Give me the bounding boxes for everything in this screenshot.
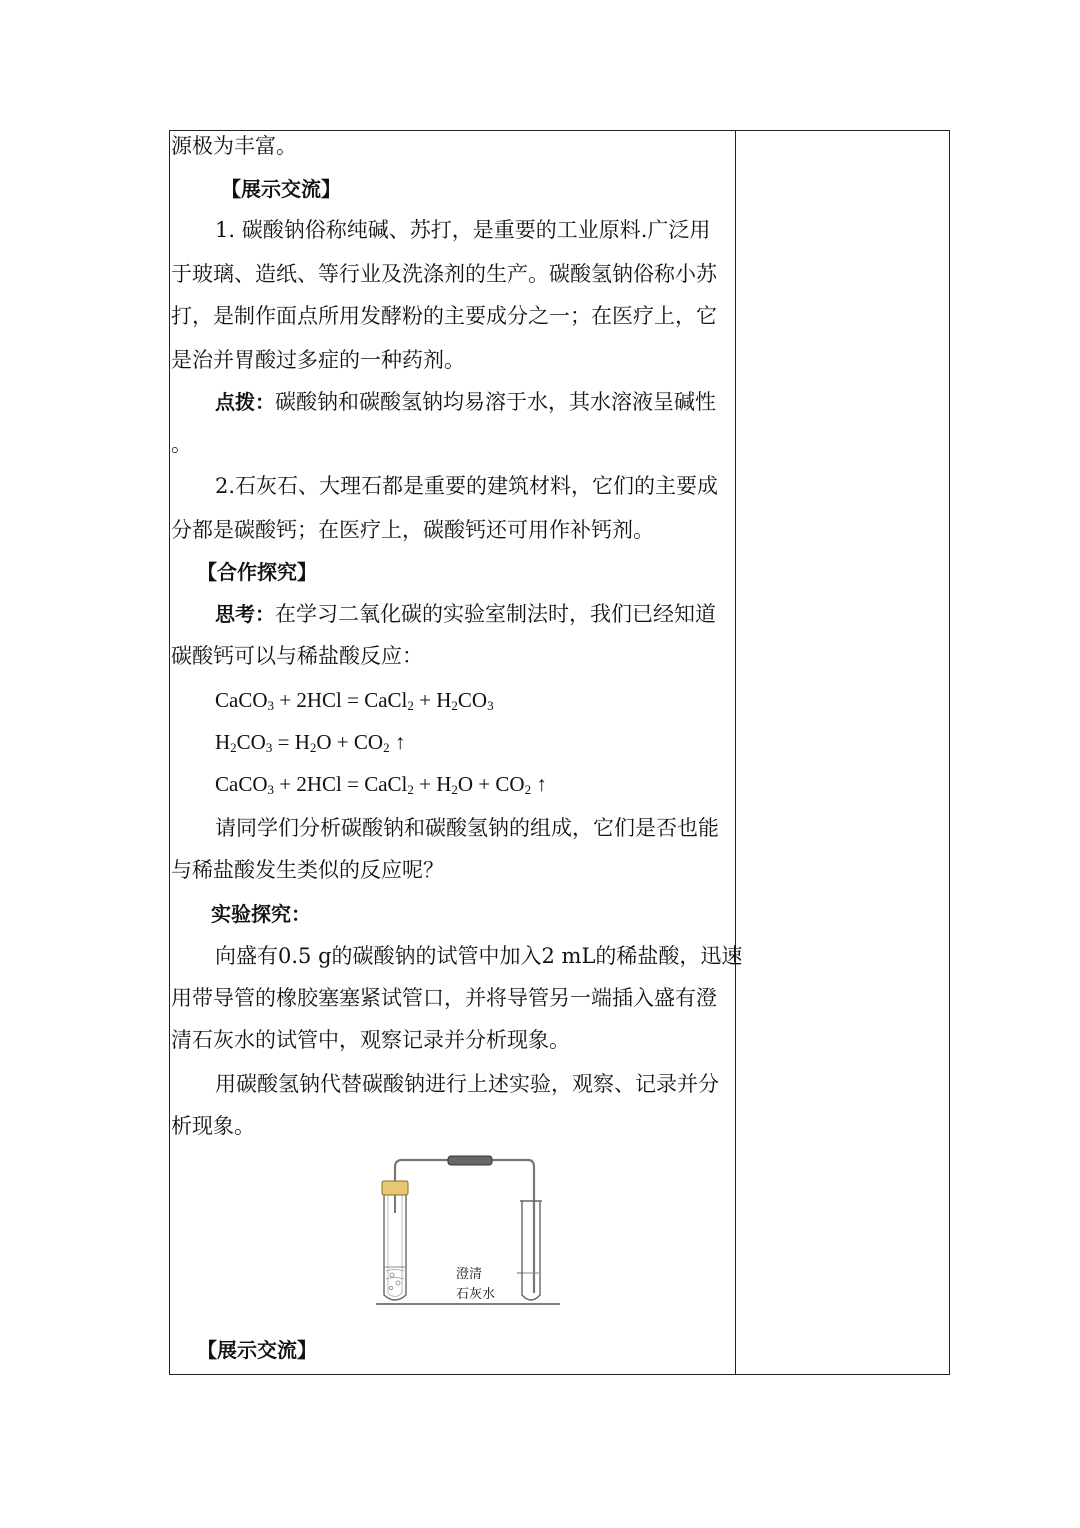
- text-line: 是治并胃酸过多症的一种药剂。: [171, 348, 465, 372]
- text-line: 。: [171, 432, 192, 456]
- text-line: 碳酸钙可以与稀盐酸反应：: [171, 644, 423, 668]
- section-heading: 【展示交流】: [197, 1338, 317, 1362]
- text-line: 源极为丰富。: [171, 134, 297, 158]
- text-line: 打，是制作面点所用发酵粉的主要成分之一；在医疗上，它: [171, 304, 717, 328]
- think-label: 思考：: [215, 602, 275, 626]
- text-line: 向盛有0.5 g的碳酸钠的试管中加入2 mL的稀盐酸，迅速: [215, 944, 743, 968]
- text-line: 与稀盐酸发生类似的反应呢？: [171, 858, 444, 882]
- figure-label-line2: 石灰水: [456, 1287, 496, 1302]
- text-line: 析现象。: [171, 1114, 255, 1138]
- text-line: 请同学们分析碳酸钠和碳酸氢钠的组成，它们是否也能: [215, 816, 719, 840]
- equation-2: $H_2CO_3 = H_2O + CO_2$ ↑: [215, 730, 406, 755]
- tip-line: [215, 388, 716, 416]
- section-heading: 【展示交流】: [221, 177, 341, 201]
- text-line: 用带导管的橡胶塞塞紧试管口，并将导管另一端插入盛有澄: [171, 986, 717, 1010]
- think-line: [215, 600, 716, 628]
- section-heading: 【合作探究】: [197, 560, 317, 584]
- text-line: 1. 碳酸钠俗称纯碱、苏打，是重要的工业原料.广泛用: [215, 218, 711, 242]
- text-line: 2.石灰石、大理石都是重要的建筑材料，它们的主要成: [215, 474, 719, 498]
- equation-1: CaCO$_3$ + 2HCl = CaCl$_2$ + $H_2CO_3$: [215, 688, 494, 713]
- text-line: 于玻璃、造纸、等行业及洗涤剂的生产。碳酸氢钠俗称小苏: [171, 262, 717, 286]
- equation-3: CaCO$_3$ + 2HCl = CaCl$_2$ + $H_2O + CO_2$ ↑: [215, 772, 547, 797]
- tip-text: 碳酸钠和碳酸氢钠均易溶于水，其水溶液呈碱性: [275, 390, 716, 414]
- text-line: 用碳酸氢钠代替碳酸钠进行上述实验，观察、记录并分: [215, 1072, 719, 1096]
- think-text: 在学习二氧化碳的实验室制法时，我们已经知道: [275, 602, 716, 626]
- experiment-apparatus-figure: [372, 1155, 562, 1310]
- table-column-divider: [735, 130, 736, 1375]
- figure-label-line1: 澄清: [456, 1267, 483, 1282]
- text-line: 清石灰水的试管中，观察记录并分析现象。: [171, 1028, 570, 1052]
- experiment-label: 实验探究：: [211, 902, 311, 926]
- tip-label: 点拨：: [215, 390, 275, 414]
- text-line: 分都是碳酸钙；在医疗上，碳酸钙还可用作补钙剂。: [171, 518, 654, 542]
